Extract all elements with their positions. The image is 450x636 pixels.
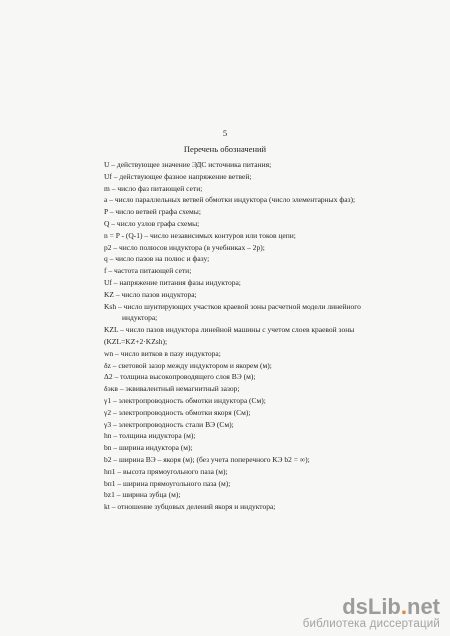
list-item: Uf – напряжение питания фазы индуктора; (104, 277, 241, 287)
notation-list (104, 159, 404, 513)
list-item: Δ2 – толщина высокопроводящего слоя ВЭ (м); (104, 372, 256, 382)
list-item: f – частота питающей сети; (104, 266, 192, 276)
logo-dot: . (400, 594, 407, 619)
list-item: (KZL=KZ+2·KZsh); (104, 336, 168, 346)
list-item: p2 – число полюсов индуктора (в учебниках – 2p); (104, 242, 265, 252)
watermark (303, 596, 440, 630)
list-item: a – число параллельных ветвей обмотки индуктора (число элементарных фаз); (104, 195, 356, 205)
list-item: bz1 – ширина зубца (м); (104, 490, 181, 500)
page-number: 5 (222, 128, 228, 138)
list-item: Uf – действующее фазное напряжение ветвей; (104, 171, 252, 181)
list-item: γ3 – электропроводность стали ВЭ (См); (104, 419, 234, 429)
list-item: bn – ширина индуктора (м); (104, 443, 193, 453)
list-item: m – число фаз питающей сети; (104, 183, 203, 193)
list-item: wn – число витков в пазу индуктора; (104, 348, 221, 358)
list-item: P – число ветвей графа схемы; (104, 207, 201, 217)
list-item: hn – толщина индуктора (м); (104, 431, 196, 441)
list-item: δz – световой зазор между индуктором и якорем (м); (104, 360, 272, 370)
list-item: KZL – число пазов индуктора линейной машины с учетом слоев краевой зоны (104, 325, 355, 335)
list-item: hп1 – высота прямоугольного паза (м); (104, 466, 228, 476)
list-item: δэкв – эквивалентный немагнитный зазор; (104, 384, 240, 394)
list-item-continuation: индуктора; (122, 313, 158, 323)
section-title: Перечень обозначений (183, 144, 267, 154)
list-item: Q – число узлов графа схемы; (104, 218, 200, 228)
list-item: γ2 – электропроводность обмотки якоря (См); (104, 407, 251, 417)
list-item: b2 – ширина ВЭ – якоря (м); (без учета поперечного КЭ b2 = ∞); (104, 454, 310, 464)
list-item: bп1 – ширина прямоугольного паза (м); (104, 478, 231, 488)
list-item: KZ – число пазов индуктора; (104, 289, 197, 299)
list-item: γ1 – электропроводность обмотки индуктора (См); (104, 395, 266, 405)
list-item: q – число пазов на полюс и фазу; (104, 254, 210, 264)
logo-tld: net (407, 594, 440, 619)
watermark-subtitle: библиотека диссертаций (302, 618, 440, 630)
list-item: kt – отношение зубцовых делений якоря и индуктора; (104, 502, 276, 512)
watermark-logo (303, 596, 440, 618)
list-item: U – действующее значение ЭДС источника питания; (104, 160, 272, 169)
logo-main: dsLib (342, 594, 401, 619)
list-item: Ksh – число шунтирующих участков краевой зоны расчетной модели линейного (104, 301, 361, 311)
list-item: n = P - (Q-1) – число независимых контуров или токов цепи; (104, 230, 296, 240)
